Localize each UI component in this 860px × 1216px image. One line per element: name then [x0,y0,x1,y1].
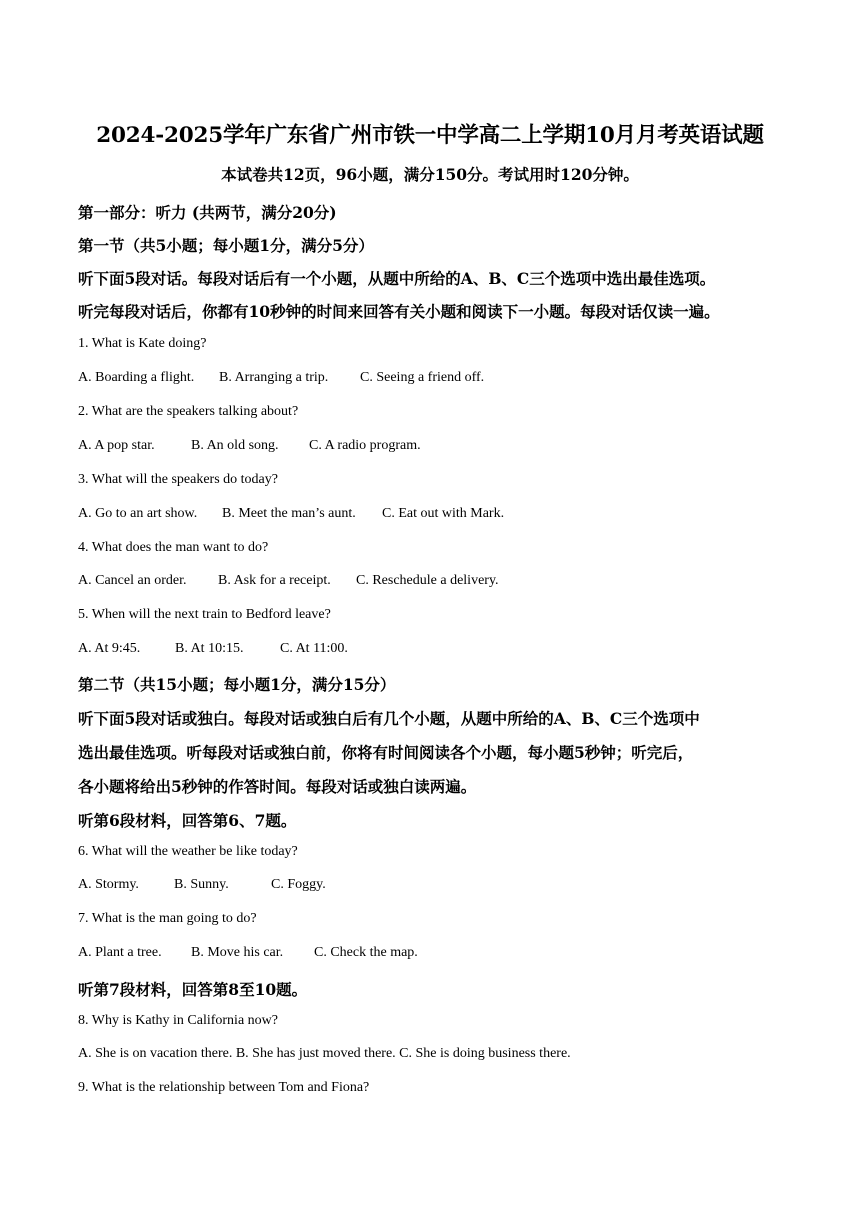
question-6: 6. What will the weather be like today? [78,844,298,859]
option-b: B. An old song. [191,438,279,453]
option-a: A. Go to an art show. [78,506,198,521]
option-b: B. Sunny. [174,877,229,892]
option-c: C. A radio program. [309,438,421,453]
question-3: 3. What will the speakers do today? [78,472,278,487]
section2-instruction-3: 各小题将给出5秒钟的作答时间。每段对话或独白读两遍。 [78,777,477,796]
question-1-options [78,370,484,386]
section2-instruction-1: 听下面5段对话或独白。每段对话或独白后有几个小题，从题中所给的A、B、C三个选项中 [78,709,700,728]
option-c: C. Check the map. [314,945,418,960]
option-c: C. Foggy. [271,877,326,892]
question-3-options [78,506,504,522]
question-8: 8. Why is Kathy in California now? [78,1013,278,1028]
question-6-options [78,877,326,893]
option-a: A. Plant a tree. [78,945,162,960]
question-4: 4. What does the man want to do? [78,540,269,555]
question-5-options [78,641,348,657]
section2-heading: 第二节（共15小题；每小题1分，满分15分） [78,675,396,694]
group7-heading: 听第7段材料，回答第8至10题。 [78,980,308,999]
question-4-options [78,573,499,589]
part1-heading: 第一部分：听力 (共两节，满分20分) [78,203,337,222]
option-b: B. Meet the man’s aunt. [222,506,356,521]
option-c: C. Eat out with Mark. [382,506,505,521]
option-c: C. Reschedule a delivery. [356,573,499,588]
question-8-options: A. She is on vacation there. B. She has just moved there. C. She is doing business there. [78,1046,571,1061]
option-b: B. Arranging a trip. [219,370,329,385]
option-a: A. A pop star. [78,438,155,453]
option-a: A. Boarding a flight. [78,370,195,385]
group6-heading: 听第6段材料，回答第6、7题。 [78,811,297,830]
option-c: C. Seeing a friend off. [360,370,485,385]
question-7-options [78,945,418,961]
document-subtitle: 本试卷共12页，96小题，满分150分。考试用时120分钟。 [221,165,639,184]
option-b: B. Move his car. [191,945,284,960]
question-2: 2. What are the speakers talking about? [78,404,299,419]
option-a: A. Stormy. [78,877,139,892]
section1-instruction-1: 听下面5段对话。每段对话后有一个小题，从题中所给的A、B、C三个选项中选出最佳选项。 [78,269,716,288]
section2-instruction-2: 选出最佳选项。听每段对话或独白前，你将有时间阅读各个小题，每小题5秒钟；听完后， [78,743,694,762]
question-7: 7. What is the man going to do? [78,911,257,926]
option-b: B. At 10:15. [175,641,244,656]
section1-heading: 第一节（共5小题；每小题1分，满分5分） [78,236,374,255]
option-b: B. Ask for a receipt. [218,573,331,588]
option-a: A. Cancel an order. [78,573,187,588]
document-title: 2024-2025学年广东省广州市铁一中学高二上学期10月月考英语试题 [96,123,764,148]
question-1: 1. What is Kate doing? [78,336,207,351]
option-a: A. At 9:45. [78,641,141,656]
question-9: 9. What is the relationship between Tom and Fiona? [78,1080,370,1095]
section1-instruction-2: 听完每段对话后，你都有10秒钟的时间来回答有关小题和阅读下一小题。每段对话仅读一遍。 [78,302,720,321]
question-5: 5. When will the next train to Bedford leave? [78,607,331,622]
option-c: C. At 11:00. [280,641,348,656]
question-2-options [78,438,421,454]
